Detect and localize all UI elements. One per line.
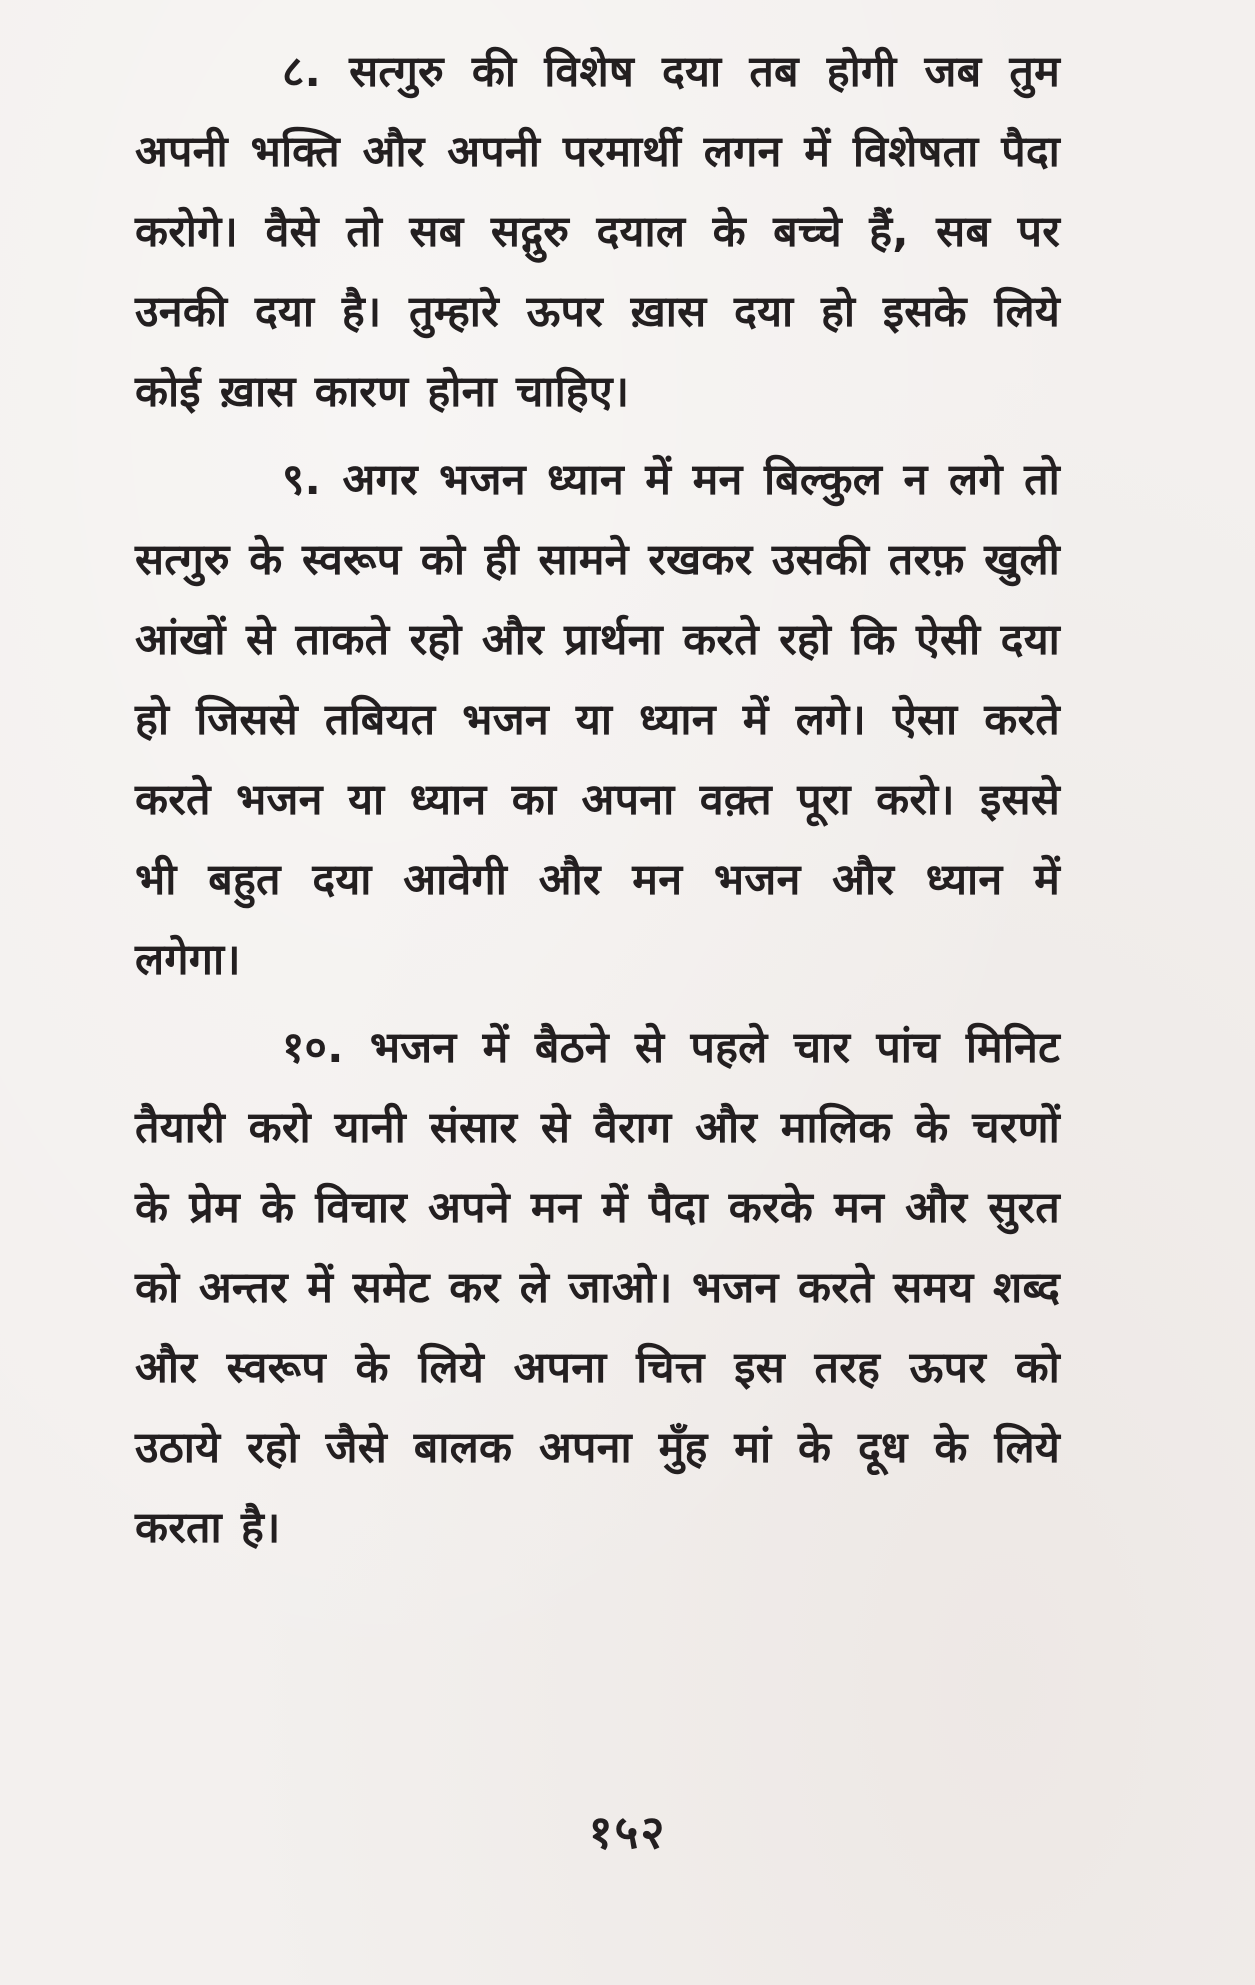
- page-number: १५२: [588, 1805, 667, 1859]
- paragraph-9: ९. अगर भजन ध्यान में मन बिल्कुल न लगे तो सत्गुरु के स्वरूप को ही सामने रखकर उसकी तरफ़ खुली आंखों से ताकते रहो और प्रार्थना करते रहो कि ऐसी दया हो जिससे तबियत भजन या ध्यान में लगे। ऐसा करते करते भजन या ध्यान का अपना वक़्त पूरा करो। इससे भी बहुत दया आवेगी और मन भजन और ध्यान में लगेगा।: [135, 455, 1060, 985]
- paragraph-8: ८. सत्गुरु की विशेष दया तब होगी जब तुम अपनी भक्ति और अपनी परमार्थी लगन में विशेषता पैदा करोगे। वैसे तो सब सद्गुरु दयाल के बच्चे हैं, सब पर उनकी दया है। तुम्हारे ऊपर ख़ास दया हो इसके लिये कोई ख़ास कारण होना चाहिए।: [135, 47, 1060, 417]
- page-body-text: [135, 32, 1060, 1576]
- paragraph-10: १०. भजन में बैठने से पहले चार पांच मिनिट तैयारी करो यानी संसार से वैराग और मालिक के चरणों के प्रेम के विचार अपने मन में पैदा करके मन और सुरत को अन्तर में समेट कर ले जाओ। भजन करते समय शब्द और स्वरूप के लिये अपना चित्त इस तरह ऊपर को उठाये रहो जैसे बालक अपना मुँह मां के दूध के लिये करता है।: [135, 1023, 1060, 1553]
